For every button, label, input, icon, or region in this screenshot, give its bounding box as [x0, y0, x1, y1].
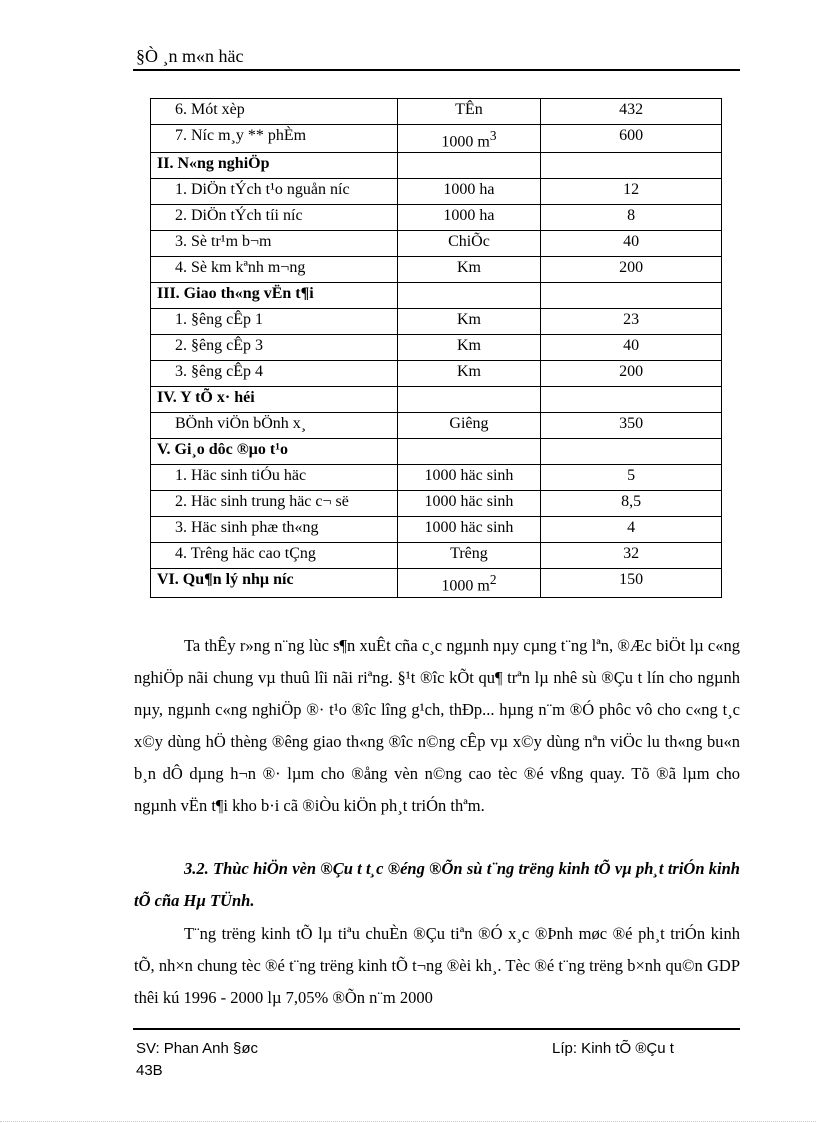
table-row	[151, 309, 722, 335]
unit-cell	[397, 99, 541, 125]
footer-student-name: SV: Phan Anh §øc	[136, 1040, 259, 1057]
table-row	[151, 413, 722, 439]
unit-text: Km	[456, 259, 481, 277]
table-row	[151, 205, 722, 231]
value-cell: 4	[541, 517, 722, 543]
unit-cell	[397, 569, 541, 597]
unit-cell	[397, 335, 541, 361]
unit-text: 1000 ha	[443, 181, 495, 199]
value-cell: 432	[541, 99, 722, 125]
unit-cell	[397, 125, 541, 153]
footer-student-class: 43B	[136, 1062, 163, 1079]
value-cell	[541, 439, 722, 465]
unit-text: Km	[456, 363, 481, 381]
page-header-title: §Ò ¸n m«n häc	[136, 46, 244, 66]
unit-cell	[397, 283, 541, 309]
item-label: 6. Mót xèp	[151, 99, 398, 125]
item-label: 4. Sè km kªnh m¬ng	[151, 257, 398, 283]
unit-text: Trêng	[450, 545, 488, 563]
section-label: II. N«ng nghiÖp	[151, 153, 398, 179]
item-label: 1. DiÖn tÝch t¹o nguån níc	[151, 179, 398, 205]
section-label: IV. Y tÕ x· héi	[151, 387, 398, 413]
value-cell: 600	[541, 125, 722, 153]
unit-text: 1000 häc sinh	[424, 467, 514, 485]
unit-text: 1000 häc sinh	[424, 519, 514, 537]
value-cell: 40	[541, 335, 722, 361]
unit-cell	[397, 543, 541, 569]
value-cell: 32	[541, 543, 722, 569]
table-section-row	[151, 569, 722, 597]
header-divider	[133, 69, 740, 71]
unit-cell	[397, 517, 541, 543]
item-label: 1. Häc sinh tiÓu häc	[151, 465, 398, 491]
unit-text: Giêng	[449, 415, 489, 433]
table-row	[151, 179, 722, 205]
unit-cell	[397, 257, 541, 283]
unit-cell	[397, 205, 541, 231]
value-cell: 8,5	[541, 491, 722, 517]
value-cell: 350	[541, 413, 722, 439]
unit-superscript: 3	[489, 128, 497, 143]
unit-superscript: 2	[489, 572, 497, 588]
value-cell: 200	[541, 361, 722, 387]
table-row	[151, 99, 722, 125]
unit-text: 1000 ha	[443, 207, 495, 225]
footer-student	[136, 1038, 258, 1082]
value-cell: 200	[541, 257, 722, 283]
value-cell	[541, 153, 722, 179]
unit-text: TÊn	[455, 101, 483, 118]
body-paragraph-1: Ta thÊy r»ng n¨ng lùc s¶n xuÊt cña c¸c ngµnh nµy cµng t¨ng lªn, ®Æc biÖt lµ c«ng nghiÖp nãi chung vµ thuû lîi nãi riªng. §¹t ®îc kÕt qu¶ trªn lµ nhê sù ®Çu t lín cho ngµnh nµy, ngµnh c«ng nghiÖp ®· t¹o ®îc lîng g¹ch, thÐp... hµng n¨m ®Ó phôc vô cho c«ng t¸c x©y dùng hÖ thèng ®êng giao th«ng ®îc n©ng cÊp vµ x©y dùng nªn viÖc lu th«ng bu«n b¸n dÔ dµng h¬n ®· lµm cho ®ång vèn n©ng cao tèc ®é vßng quay. Tõ ®ã lµm cho ngµnh vËn t¶i kho b·i cã ®iÒu kiÖn ph¸t triÓn thªm.	[134, 636, 740, 815]
unit-cell	[397, 361, 541, 387]
section-label: VI. Qu¶n lý nhµ níc	[151, 569, 398, 597]
item-label: 3. Häc sinh phæ th«ng	[151, 517, 398, 543]
table-row	[151, 543, 722, 569]
statistics-table	[150, 98, 722, 598]
unit-cell	[397, 387, 541, 413]
item-label: 2. DiÖn tÝch tíi níc	[151, 205, 398, 231]
item-label: BÖnh viÖn bÖnh x¸	[151, 413, 398, 439]
unit-text: ChiÕc	[448, 233, 490, 251]
item-label: 2. Häc sinh trung häc c¬ së	[151, 491, 398, 517]
table-row	[151, 257, 722, 283]
table-row	[151, 361, 722, 387]
value-cell: 23	[541, 309, 722, 335]
item-label: 1. §êng cÊp 1	[151, 309, 398, 335]
item-label: 3. Sè tr¹m b¬m	[151, 231, 398, 257]
unit-cell	[397, 491, 541, 517]
value-cell	[541, 283, 722, 309]
item-label: 2. §êng cÊp 3	[151, 335, 398, 361]
section-heading-3-2: 3.2. Thùc hiÖn vèn ®Çu t t¸c ®éng ®Õn sù t¨ng trëng kinh tÕ vµ ph¸t triÓn kinh tÕ cña Hµ TÜnh.	[134, 859, 740, 910]
item-label: 3. §êng cÊp 4	[151, 361, 398, 387]
unit-text: 1000 m	[441, 133, 490, 151]
unit-text: 1000 häc sinh	[424, 493, 514, 511]
unit-cell	[397, 231, 541, 257]
value-cell: 5	[541, 465, 722, 491]
table-row	[151, 125, 722, 153]
footer-divider	[133, 1028, 740, 1030]
table-section-row	[151, 387, 722, 413]
table-row	[151, 465, 722, 491]
unit-text: 1000 m	[441, 577, 490, 595]
value-cell	[541, 387, 722, 413]
page-bottom-edge	[0, 1121, 816, 1122]
footer-class: Líp: Kinh tÕ ®Çu t	[552, 1040, 674, 1057]
item-label: 7. Níc m¸y ** phÈm	[151, 125, 398, 153]
table-row	[151, 491, 722, 517]
item-label: 4. Trêng häc cao tÇng	[151, 543, 398, 569]
table-row	[151, 517, 722, 543]
unit-cell	[397, 439, 541, 465]
value-cell: 12	[541, 179, 722, 205]
table-section-row	[151, 439, 722, 465]
unit-text: Km	[456, 337, 481, 355]
value-cell: 40	[541, 231, 722, 257]
table-row	[151, 231, 722, 257]
table-row	[151, 335, 722, 361]
table-section-row	[151, 283, 722, 309]
section-label: V. Gi¸o dôc ®µo t¹o	[151, 439, 398, 465]
unit-cell	[397, 153, 541, 179]
value-cell: 150	[541, 569, 722, 597]
table-section-row	[151, 153, 722, 179]
unit-cell	[397, 179, 541, 205]
value-cell: 8	[541, 205, 722, 231]
section-label: III. Giao th«ng vËn t¶i	[151, 283, 398, 309]
unit-text: Km	[456, 311, 481, 329]
unit-cell	[397, 413, 541, 439]
unit-cell	[397, 309, 541, 335]
body-paragraph-2: T¨ng trëng kinh tÕ lµ tiªu chuÈn ®Çu tiªn ®Ó x¸c ®Þnh møc ®é ph¸t triÓn kinh tÕ, nh×n chung tèc ®é t¨ng trëng kinh tÕ t¬ng ®èi kh¸. Tèc ®é t¨ng trëng b×nh qu©n GDP thêi kú 1996 - 2000 lµ 7,05% ®Õn n¨m 2000	[134, 924, 740, 1007]
unit-cell	[397, 465, 541, 491]
